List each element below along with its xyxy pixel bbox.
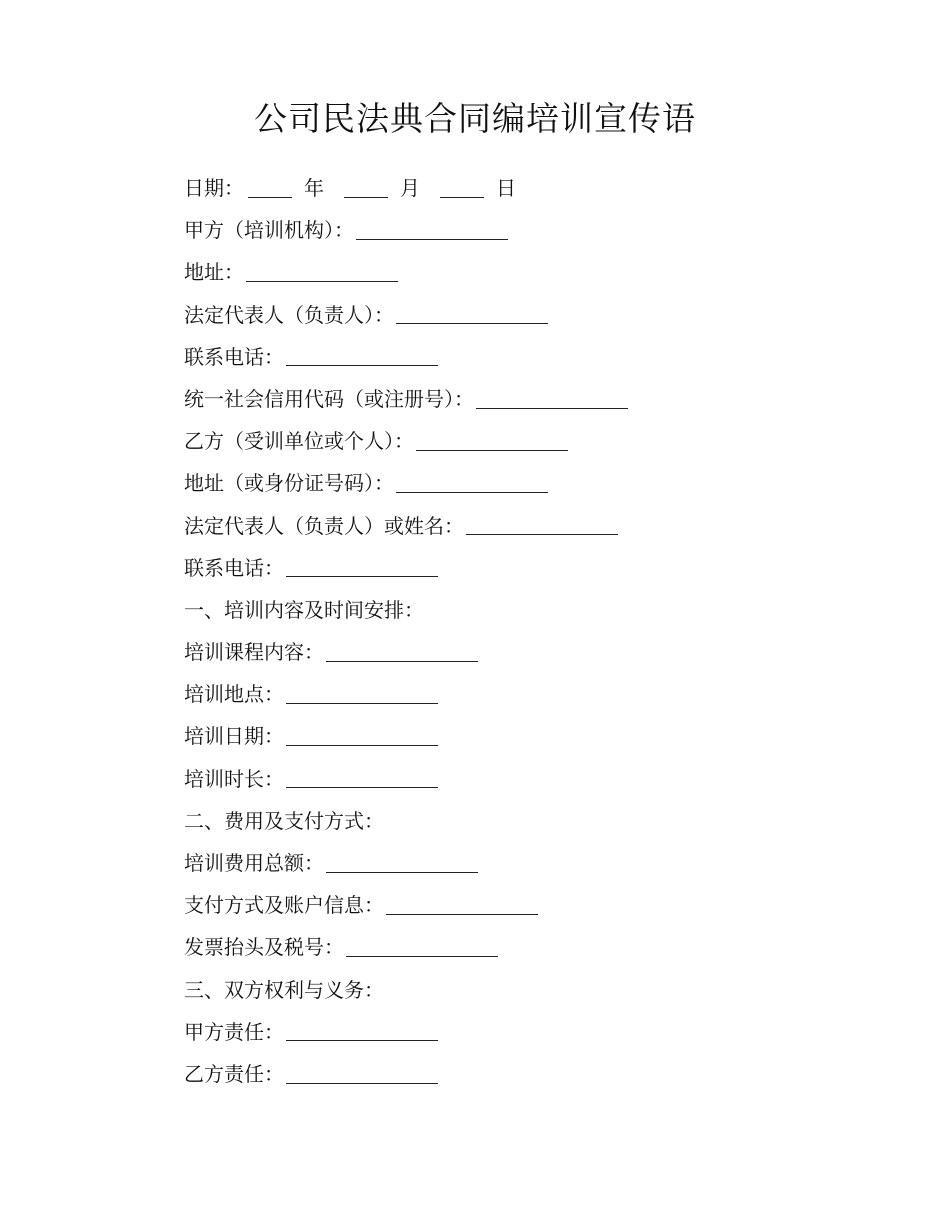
- field-line-legal-rep-b: [184, 505, 884, 547]
- day-blank[interactable]: [440, 197, 484, 198]
- field-line-address-a: [184, 251, 884, 293]
- fill-blank[interactable]: [396, 323, 548, 324]
- fill-blank[interactable]: [326, 872, 478, 873]
- field-line-credit-code: [184, 378, 884, 420]
- field-line-invoice-info: [184, 926, 884, 968]
- section-heading-1: [184, 589, 884, 631]
- field-label: 支付方式及账户信息：: [184, 893, 384, 918]
- date-line: [184, 167, 884, 209]
- fill-blank[interactable]: [466, 534, 618, 535]
- field-label: 统一社会信用代码（或注册号）：: [184, 386, 474, 411]
- fill-blank[interactable]: [286, 1083, 438, 1084]
- form-lines: [184, 167, 884, 1095]
- fill-blank[interactable]: [286, 703, 438, 704]
- field-line-legal-rep-a: [184, 294, 884, 336]
- field-line-party-a-duty: [184, 1011, 884, 1053]
- field-label: 联系电话：: [184, 344, 284, 369]
- date-label: 日期：: [184, 176, 244, 200]
- document-title: 公司民法典合同编培训宣传语: [254, 99, 696, 138]
- section-heading-3: [184, 969, 884, 1011]
- field-label: 培训地点：: [184, 682, 284, 707]
- field-label: 培训费用总额：: [184, 851, 324, 875]
- month-blank[interactable]: [344, 197, 388, 198]
- fill-blank[interactable]: [396, 492, 548, 493]
- field-label: 乙方（受训单位或个人）：: [184, 429, 414, 454]
- field-label: 培训日期：: [184, 724, 284, 749]
- fill-blank[interactable]: [416, 450, 568, 451]
- section-heading-text: 一、培训内容及时间安排：: [184, 597, 424, 622]
- field-line-phone-b: [184, 547, 884, 589]
- field-line-training-location: [184, 673, 884, 715]
- fill-blank[interactable]: [286, 745, 438, 746]
- field-line-party-b: [184, 420, 884, 462]
- fill-blank[interactable]: [246, 281, 398, 282]
- field-label: 地址：: [184, 260, 244, 285]
- fill-blank[interactable]: [286, 365, 438, 366]
- field-line-address-b: [184, 462, 884, 504]
- field-line-party-b-duty: [184, 1053, 884, 1095]
- field-line-training-duration: [184, 758, 884, 800]
- fill-blank[interactable]: [386, 914, 538, 915]
- field-label: 地址（或身份证号码）：: [184, 471, 394, 496]
- year-label: 年: [304, 176, 324, 200]
- fill-blank[interactable]: [286, 576, 438, 577]
- section-heading-text: 三、双方权利与义务：: [184, 977, 384, 1002]
- fill-blank[interactable]: [326, 661, 478, 662]
- field-line-total-fee: [184, 842, 884, 884]
- year-blank[interactable]: [248, 197, 292, 198]
- field-label: 培训课程内容：: [184, 640, 324, 665]
- field-label: 甲方（培训机构）：: [184, 218, 354, 243]
- section-heading-2: [184, 800, 884, 842]
- field-line-phone-a: [184, 336, 884, 378]
- fill-blank[interactable]: [356, 239, 508, 240]
- field-label: 乙方责任：: [184, 1061, 284, 1086]
- month-label: 月: [400, 176, 420, 200]
- field-label: 甲方责任：: [184, 1019, 284, 1044]
- field-label: 联系电话：: [184, 555, 284, 580]
- field-label: 法定代表人（负责人）或姓名：: [184, 513, 464, 538]
- field-line-payment-method: [184, 884, 884, 926]
- fill-blank[interactable]: [346, 956, 498, 957]
- field-label: 法定代表人（负责人）：: [184, 302, 394, 327]
- field-line-party-a: [184, 209, 884, 251]
- field-line-course-content: [184, 631, 884, 673]
- field-label: 发票抬头及税号：: [184, 935, 344, 960]
- section-heading-text: 二、费用及支付方式：: [184, 808, 384, 833]
- fill-blank[interactable]: [286, 787, 438, 788]
- field-label: 培训时长：: [184, 766, 284, 791]
- day-label: 日: [496, 176, 516, 200]
- field-line-training-date: [184, 715, 884, 757]
- fill-blank[interactable]: [286, 1040, 438, 1041]
- fill-blank[interactable]: [476, 408, 628, 409]
